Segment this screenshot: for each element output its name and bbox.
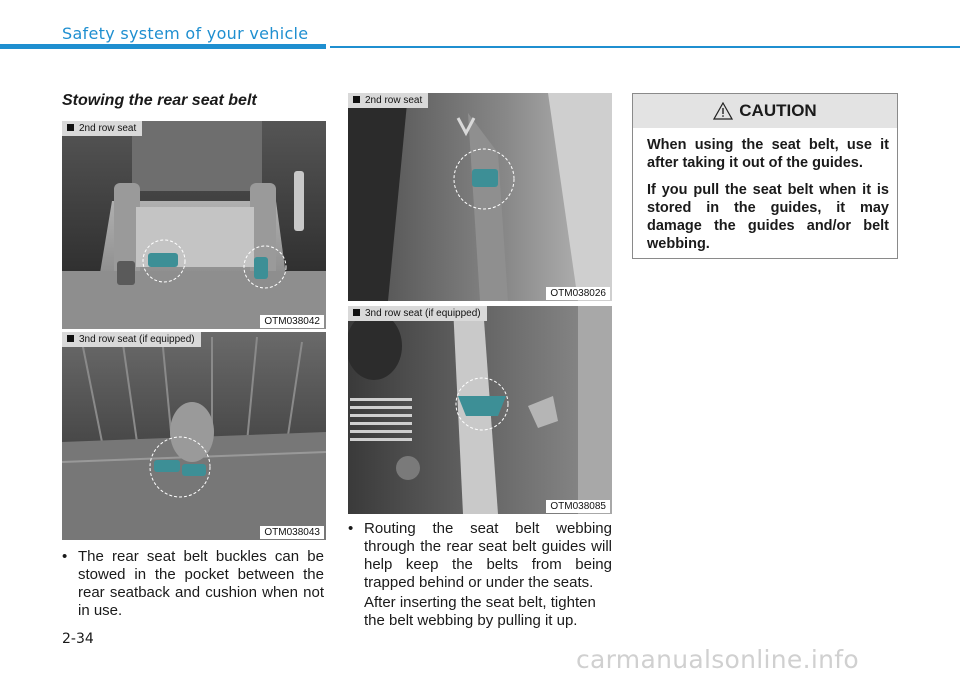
figure-label: 2nd row seat xyxy=(62,121,142,136)
page-number: 2-34 xyxy=(62,631,94,647)
bullet-text: Routing the seat belt webbing through the rear seat belt guides will help keep the belts from being trapped behind or under the seats. xyxy=(364,520,612,591)
figure-2nd-row-belt-guide xyxy=(348,93,612,301)
bullet-stow-buckles xyxy=(62,548,324,620)
square-bullet-icon xyxy=(353,96,360,103)
bullet-routing-webbing xyxy=(348,520,612,592)
figure-code: OTM038042 xyxy=(260,315,324,328)
caution-paragraph: If you pull the seat belt when it is stored in the guides, it may damage the guides and/or belt webbing. xyxy=(647,182,889,252)
bullet-marker: • xyxy=(62,548,68,565)
figure-illustration xyxy=(62,121,326,329)
figure-illustration xyxy=(348,306,612,514)
figure-label: 3nd row seat (if equipped) xyxy=(348,306,487,321)
figure-illustration xyxy=(348,93,612,301)
warning-triangle-icon xyxy=(713,102,733,120)
watermark: carmanualsonline.info xyxy=(576,645,859,674)
caution-title: CAUTION xyxy=(739,101,817,120)
figure-code: OTM038085 xyxy=(546,500,610,513)
section-title: Stowing the rear seat belt xyxy=(62,92,257,109)
header-rule-thick xyxy=(0,44,326,49)
caution-body xyxy=(633,128,897,253)
bullet-text: The rear seat belt buckles can be stowed in the pocket between the rear seatback and cushion when not in use. xyxy=(78,548,324,619)
square-bullet-icon xyxy=(353,309,360,316)
figure-3rd-row-belt-guide xyxy=(348,306,612,514)
figure-code: OTM038043 xyxy=(260,526,324,539)
header-rule-thin xyxy=(330,46,960,48)
figure-code: OTM038026 xyxy=(546,287,610,300)
caution-box xyxy=(632,93,898,259)
caution-paragraph: When using the seat belt, use it after taking it out of the guides. xyxy=(647,137,889,171)
square-bullet-icon xyxy=(67,335,74,342)
figure-label: 2nd row seat xyxy=(348,93,428,108)
bullet-marker: • xyxy=(348,520,354,537)
figure-2nd-row-buckle-pocket xyxy=(62,121,326,329)
square-bullet-icon xyxy=(67,124,74,131)
running-header: Safety system of your vehicle xyxy=(62,24,309,43)
figure-3rd-row-buckle-pocket xyxy=(62,332,326,540)
followup-paragraph: After inserting the seat belt, tighten the belt webbing by pulling it up. xyxy=(364,594,596,629)
caution-header xyxy=(633,94,897,128)
figure-label: 3nd row seat (if equipped) xyxy=(62,332,201,347)
figure-illustration xyxy=(62,332,326,540)
